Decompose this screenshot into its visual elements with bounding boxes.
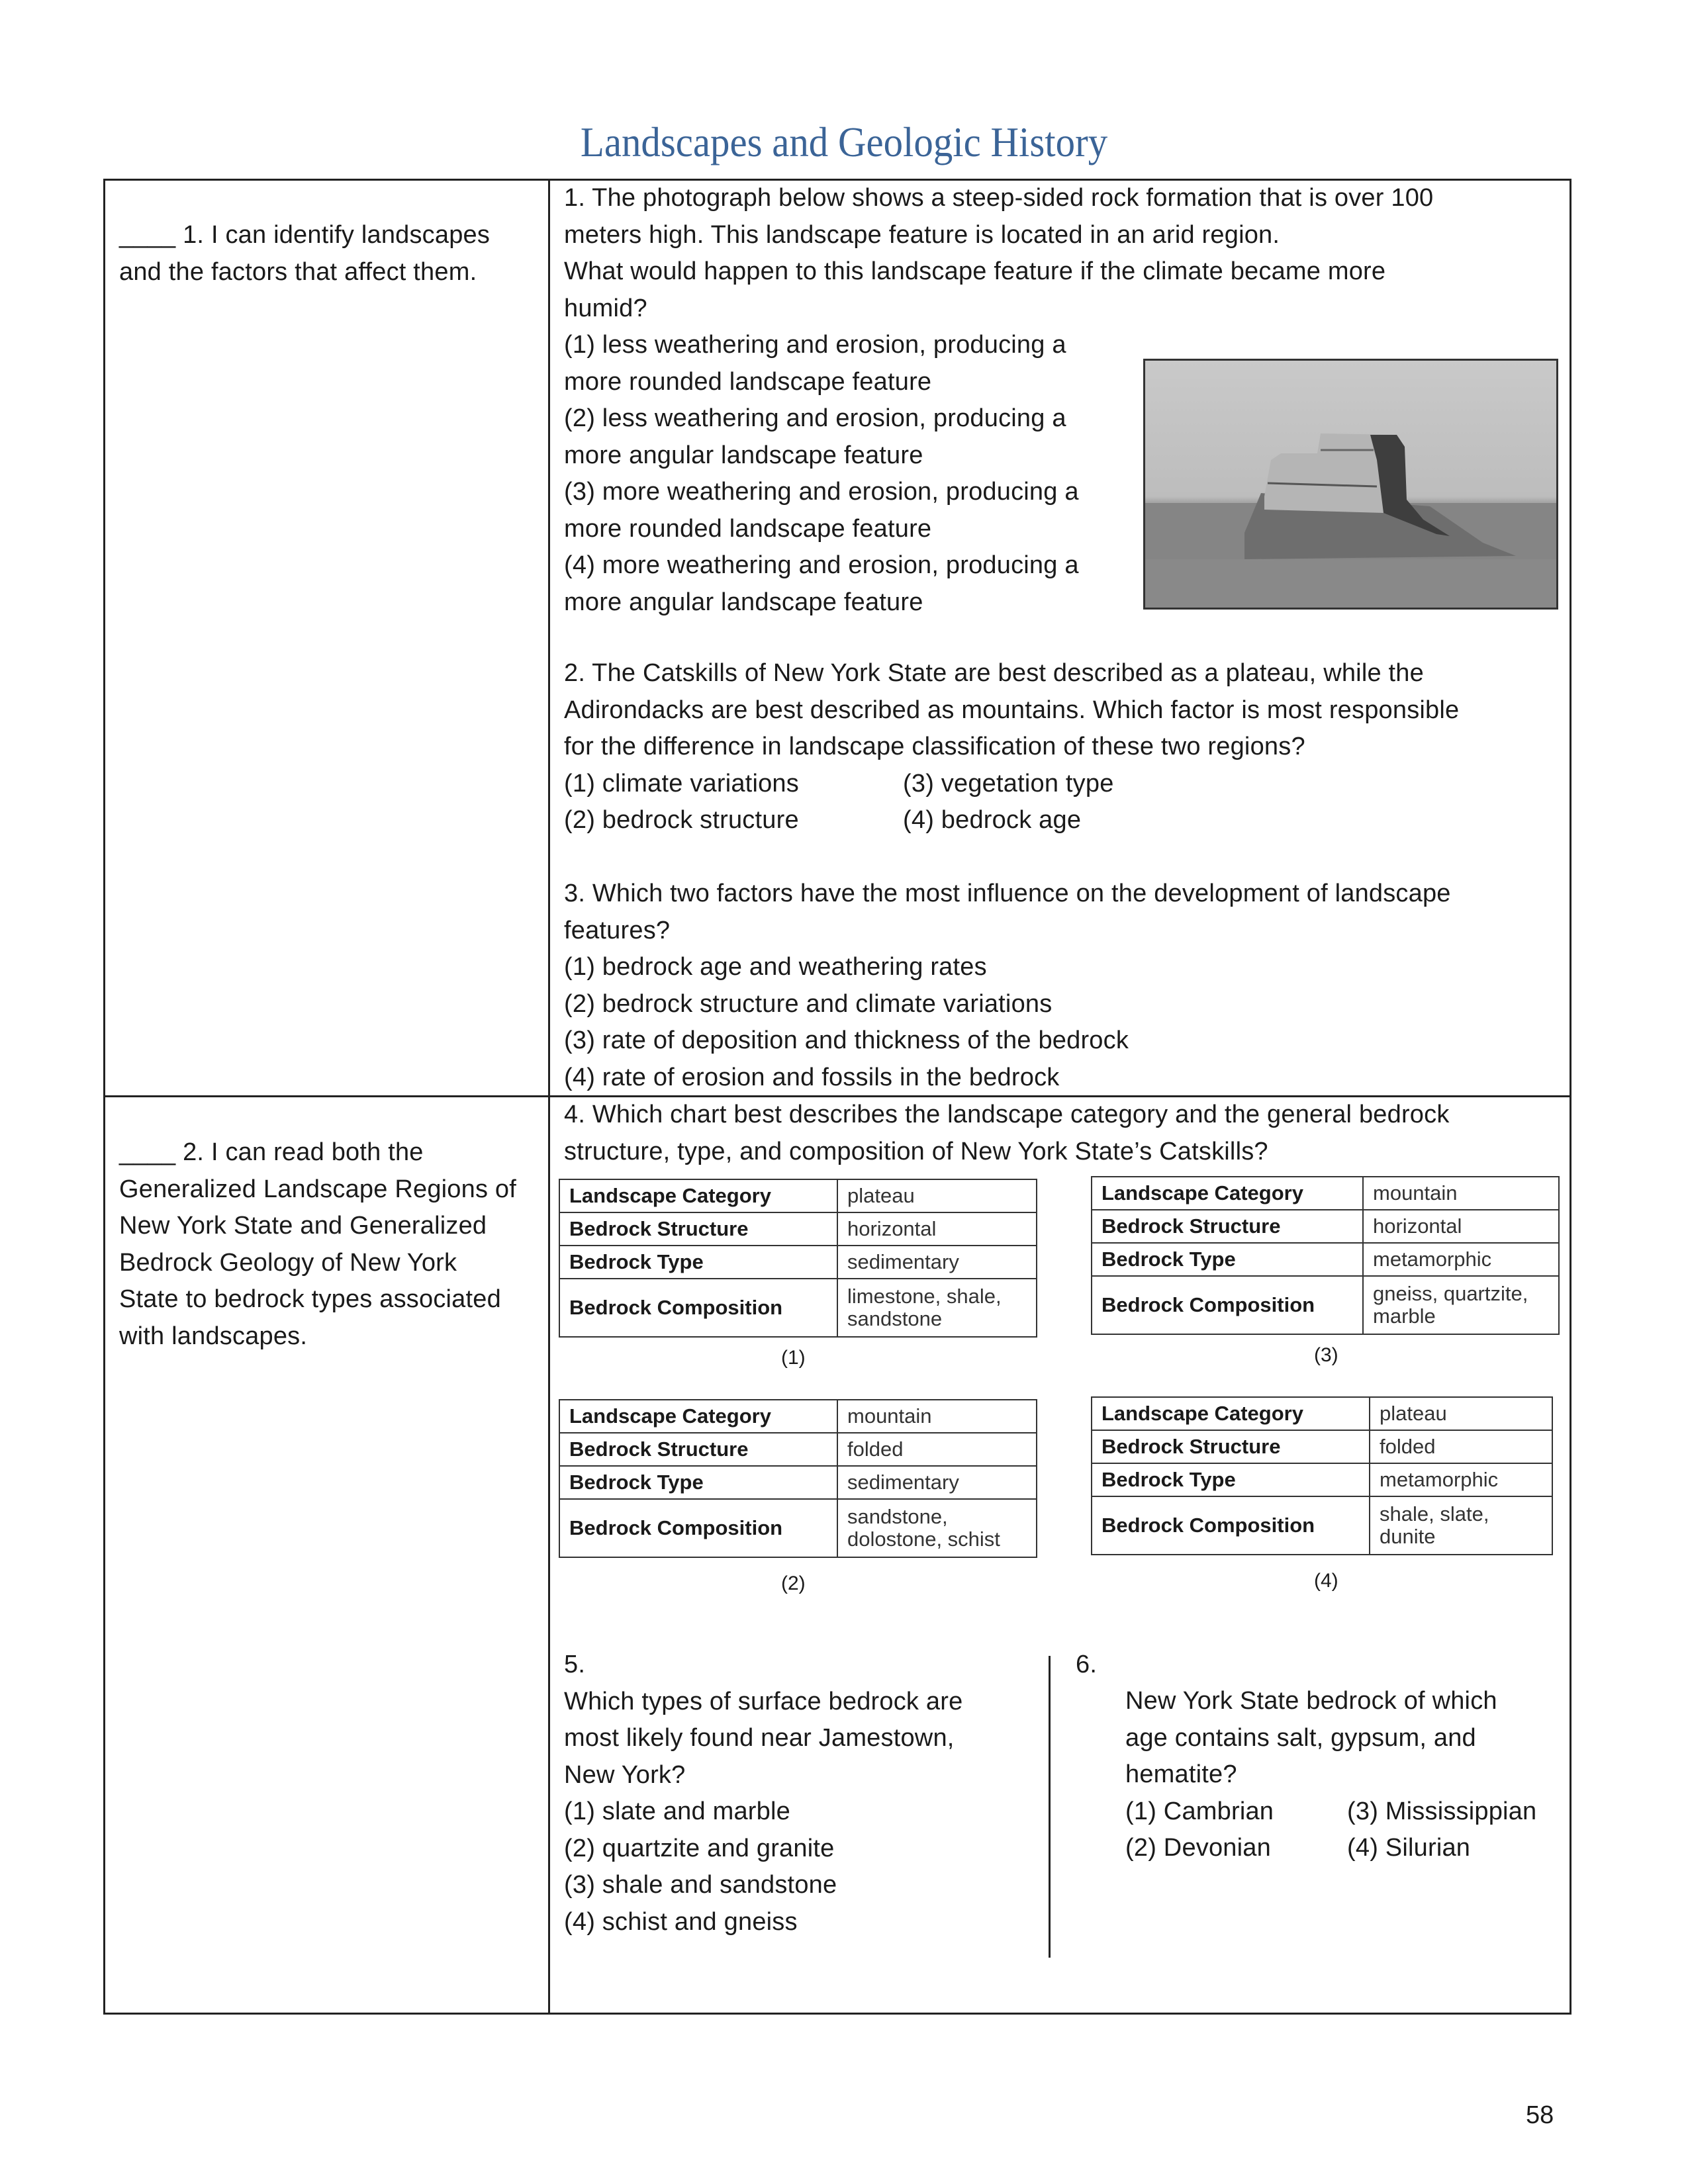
row-value: [837, 1499, 1037, 1557]
answer-choice: (1) less weathering and erosion, producing a: [564, 331, 1066, 359]
row-value: metamorphic: [1370, 1463, 1552, 1496]
row-label: Bedrock Type: [1092, 1463, 1370, 1496]
objective-line: and the factors that affect them.: [119, 257, 477, 286]
row-value: horizontal: [837, 1212, 1037, 1246]
row-label: Bedrock Type: [559, 1246, 837, 1279]
option-label: (3): [1314, 1344, 1338, 1366]
answer-choice: (2) bedrock structure and climate variations: [564, 989, 1053, 1018]
value-line: limestone, shale,: [847, 1285, 1002, 1308]
objective-line: with landscapes.: [119, 1322, 308, 1350]
row-label: Bedrock Composition: [559, 1279, 837, 1337]
option-label: (4): [1314, 1570, 1338, 1592]
rock-formation-photo: [1143, 359, 1558, 610]
row-label: Bedrock Structure: [559, 1212, 837, 1246]
objective-2: [119, 1134, 516, 1355]
row-value: sedimentary: [837, 1466, 1037, 1499]
page-number: 58: [1526, 2101, 1554, 2129]
row-value: plateau: [837, 1179, 1037, 1212]
objective-line: Bedrock Geology of New York: [119, 1248, 457, 1277]
row-value: folded: [1370, 1430, 1552, 1463]
chart-option-4: [1091, 1396, 1553, 1555]
question-stem-line: features?: [564, 916, 671, 944]
row-label: Bedrock Composition: [559, 1499, 837, 1557]
question-number: 5.: [564, 1651, 586, 1678]
row-value: [837, 1279, 1037, 1337]
row-value: folded: [837, 1433, 1037, 1466]
question-stem-line: 1. The photograph below shows a steep-sided rock formation that is over 100: [564, 184, 1434, 212]
answer-choice: (1) climate variations: [564, 769, 799, 797]
question-stem-line: 4. Which chart best describes the landscape category and the general bedrock: [564, 1101, 1450, 1128]
question-stem-line: Which types of surface bedrock are: [564, 1687, 963, 1715]
value-line: gneiss, quartzite,: [1373, 1282, 1528, 1305]
table-border-bottom: [103, 2013, 1571, 2015]
answer-choice: more rounded landscape feature: [564, 514, 932, 543]
value-line: sandstone: [847, 1307, 943, 1330]
row-value: horizontal: [1363, 1210, 1559, 1243]
question-divider: [1049, 1656, 1051, 1958]
row-label: Bedrock Type: [1092, 1243, 1363, 1276]
row-value: mountain: [837, 1400, 1037, 1433]
row-label: Bedrock Composition: [1092, 1496, 1370, 1555]
answer-choice: (3) more weathering and erosion, producing a: [564, 478, 1079, 506]
answer-choice: (4) rate of erosion and fossils in the bedrock: [564, 1063, 1060, 1091]
answer-choice: (3) rate of deposition and thickness of the bedrock: [564, 1026, 1129, 1054]
value-line: marble: [1373, 1304, 1436, 1328]
value-line: sandstone,: [847, 1505, 948, 1528]
question-stem-line: 2. The Catskills of New York State are best described as a plateau, while the: [564, 659, 1424, 687]
question-stem-line: New York?: [564, 1760, 686, 1789]
question-stem-line: meters high. This landscape feature is located in an arid region.: [564, 220, 1280, 249]
answer-choice: (4) bedrock age: [903, 806, 1082, 834]
option-label: (1): [781, 1347, 806, 1369]
answer-choice: (2) less weathering and erosion, producing a: [564, 404, 1066, 432]
row-label: Bedrock Composition: [1092, 1276, 1363, 1334]
question-stem-line: age contains salt, gypsum, and: [1125, 1723, 1476, 1752]
value-line: dunite: [1380, 1525, 1436, 1548]
answer-choice: (3) Mississippian: [1347, 1797, 1537, 1825]
chart-option-1: [559, 1179, 1037, 1338]
question-4: [564, 1097, 1450, 1170]
value-line: dolostone, schist: [847, 1527, 1000, 1551]
chart-option-2: [559, 1399, 1037, 1558]
question-6-number: 6.: [1076, 1651, 1098, 1678]
answer-choice: (1) Cambrian: [1125, 1797, 1274, 1825]
row-value: metamorphic: [1363, 1243, 1559, 1276]
answer-choice: (3) vegetation type: [903, 769, 1114, 797]
answer-choice: (2) bedrock structure: [564, 806, 799, 834]
answer-choice: (2) quartzite and granite: [564, 1834, 835, 1862]
chart-option-3: [1091, 1176, 1560, 1335]
row-value: sedimentary: [837, 1246, 1037, 1279]
table-border-left: [103, 179, 105, 2015]
row-value: [1370, 1496, 1552, 1555]
question-stem-line: structure, type, and composition of New York State’s Catskills?: [564, 1137, 1268, 1165]
row-label: Landscape Category: [1092, 1397, 1370, 1430]
row-label: Bedrock Structure: [1092, 1430, 1370, 1463]
objective-1: [119, 217, 490, 291]
row-label: Bedrock Structure: [1092, 1210, 1363, 1243]
question-stem-line: 3. Which two factors have the most influence on the development of landscape: [564, 880, 1451, 907]
row-label: Landscape Category: [559, 1400, 837, 1433]
question-stem-line: What would happen to this landscape feature if the climate became more: [564, 257, 1386, 285]
question-stem-line: New York State bedrock of which: [1125, 1687, 1497, 1715]
question-2: [564, 655, 1459, 839]
objective-line: ____ 2. I can read both the: [119, 1138, 424, 1166]
butte-illustration: [1145, 361, 1556, 608]
table-column-divider: [548, 179, 550, 2015]
objective-line: ____ 1. I can identify landscapes: [119, 221, 491, 249]
question-stem-line: hematite?: [1125, 1760, 1237, 1788]
question-stem-line: most likely found near Jamestown,: [564, 1724, 955, 1752]
answer-choice: (4) Silurian: [1347, 1834, 1471, 1862]
objective-line: New York State and Generalized: [119, 1212, 487, 1240]
objective-line: Generalized Landscape Regions of: [119, 1175, 517, 1203]
question-5: [564, 1647, 962, 1940]
row-value: [1363, 1276, 1559, 1334]
answer-choice: more rounded landscape feature: [564, 367, 932, 396]
question-stem-line: humid?: [564, 294, 647, 322]
question-stem-line: Adirondacks are best described as mountains. Which factor is most responsible: [564, 696, 1460, 724]
page-title: Landscapes and Geologic History: [580, 118, 1108, 165]
objective-line: State to bedrock types associated: [119, 1285, 501, 1313]
answer-choice: more angular landscape feature: [564, 588, 923, 616]
answer-choice: (3) shale and sandstone: [564, 1871, 837, 1899]
option-label: (2): [781, 1572, 806, 1594]
row-value: mountain: [1363, 1177, 1559, 1210]
question-stem-line: for the difference in landscape classification of these two regions?: [564, 733, 1305, 760]
answer-choice: more angular landscape feature: [564, 441, 923, 469]
answer-choice: (1) bedrock age and weathering rates: [564, 953, 987, 981]
answer-choice: (4) schist and gneiss: [564, 1907, 798, 1936]
row-label: Bedrock Structure: [559, 1433, 837, 1466]
row-label: Landscape Category: [559, 1179, 837, 1212]
question-6: [1125, 1683, 1536, 1867]
answer-choice: (1) slate and marble: [564, 1797, 790, 1825]
row-label: Landscape Category: [1092, 1177, 1363, 1210]
row-value: plateau: [1370, 1397, 1552, 1430]
question-3: [564, 876, 1451, 1096]
value-line: shale, slate,: [1380, 1502, 1489, 1525]
answer-choice: (4) more weathering and erosion, producing a: [564, 551, 1079, 579]
table-border-right: [1570, 179, 1571, 2015]
row-label: Bedrock Type: [559, 1466, 837, 1499]
answer-choice: (2) Devonian: [1125, 1834, 1271, 1862]
